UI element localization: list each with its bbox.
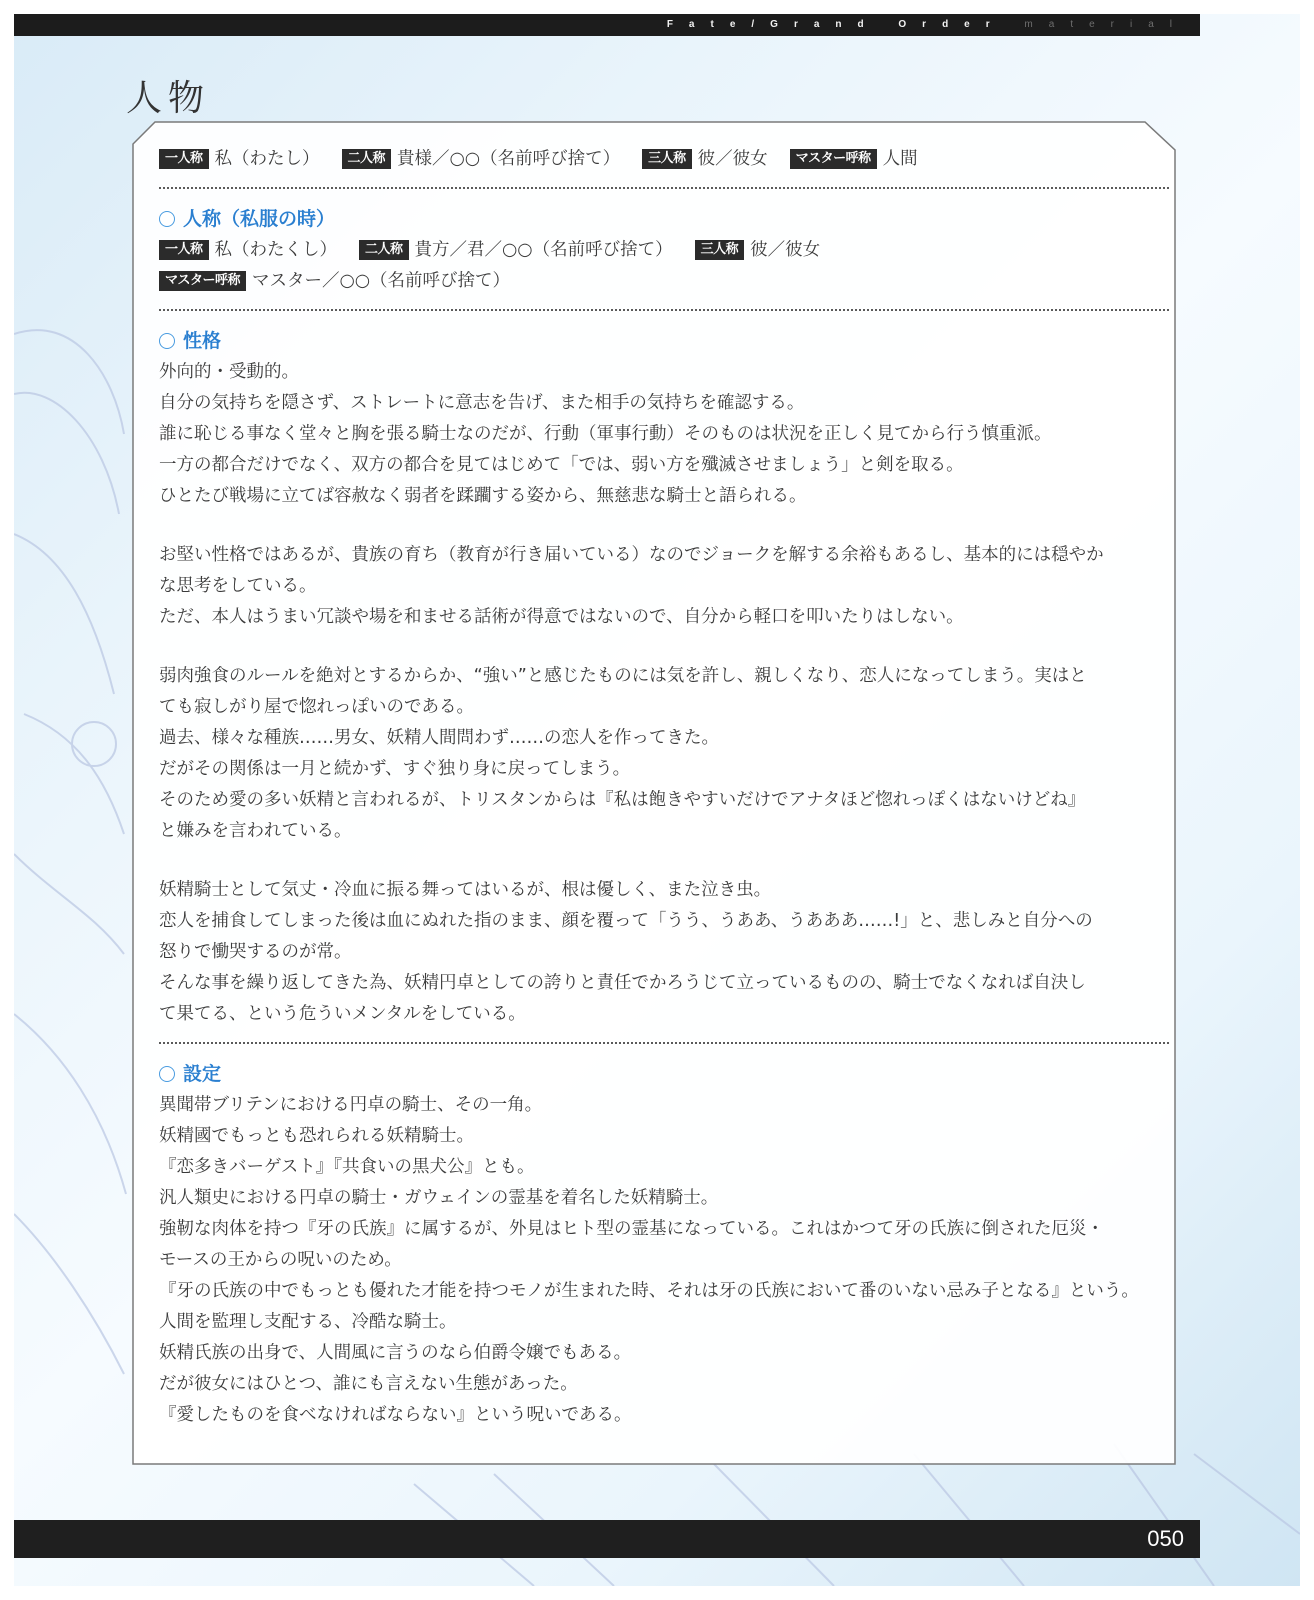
text-line: 怒りで慟哭するのが常。 <box>159 942 352 962</box>
second-person-tag: 二人称 <box>342 149 392 169</box>
setting-paragraph <box>159 1090 1169 1431</box>
text-line: そんな事を繰り返してきた為、妖精円卓としての誇りと責任でかろうじて立っているものの、騎士でなくなれば自決し <box>159 973 1086 993</box>
text-line: 汎人類史における円卓の騎士・ガウェインの霊基を着名した妖精騎士。 <box>159 1188 719 1208</box>
first-person-value: 私（わたし） <box>214 149 320 169</box>
header-bar <box>14 14 1200 36</box>
casual-master-address-tag: マスター呼称 <box>159 271 246 291</box>
circle-bullet-icon <box>159 333 175 349</box>
text-line: 誰に恥じる事なく堂々と胸を張る騎士なのだが、行動（軍事行動）そのものは状況を正しく見てから行う慎重派。 <box>159 424 1052 444</box>
text-line: 弱肉強食のルールを絶対とするからか、“強い”と感じたものには気を許し、親しくなり、恋人になってしまう。実はと <box>159 666 1087 686</box>
casual-section-heading <box>159 203 1169 235</box>
personality-paragraph-3 <box>159 661 1169 847</box>
text-line: ただ、本人はうまい冗談や場を和ませる話術が得意ではないので、自分から軽口を叩いたりはしない。 <box>159 607 964 627</box>
content-frame <box>125 118 1200 1468</box>
personality-section-title: 性格 <box>183 330 222 352</box>
casual-pronoun-row <box>159 235 1169 266</box>
header-series-title: Fate/Grand Order <box>666 19 1006 30</box>
text-line: 恋人を捕食してしまった後は血にぬれた指のまま、顔を覆って「うう、うああ、うあああ……!」と、悲しみと自分への <box>159 911 1093 931</box>
text-line: そのため愛の多い妖精と言われるが、トリスタンからは『私は飽きやすいだけでアナタほど惚れっぽくはないけどね』 <box>159 790 1086 810</box>
text-line: 異聞帯ブリテンにおける円卓の騎士、その一角。 <box>159 1095 543 1115</box>
text-line: と嫌みを言われている。 <box>159 821 352 841</box>
personality-section-heading <box>159 325 1169 357</box>
casual-master-address-value: マスター／○○（名前呼び捨て） <box>252 271 511 291</box>
text-line: だがその関係は一月と続かず、すぐ独り身に戻ってしまう。 <box>159 759 631 779</box>
text-line: 過去、様々な種族……男女、妖精人間問わず……の恋人を作ってきた。 <box>159 728 719 748</box>
page-title: 人物 <box>126 78 211 119</box>
text-line: ひとたび戦場に立てば容赦なく弱者を蹂躙する姿から、無慈悲な騎士と語られる。 <box>159 486 807 506</box>
text-line: 妖精氏族の出身で、人間風に言うのなら伯爵令嬢でもある。 <box>159 1343 632 1363</box>
header-series-subtitle: material <box>1024 19 1188 30</box>
casual-master-row <box>159 266 1169 297</box>
text-line: モースの王からの呪いのため。 <box>159 1250 402 1270</box>
casual-first-person-value: 私（わたくし） <box>214 240 338 260</box>
dotted-divider <box>159 309 1169 311</box>
page-number: 050 <box>1147 1526 1184 1551</box>
text-line: 『牙の氏族の中でもっとも優れた才能を持つモノが生まれた時、それは牙の氏族において番のいない忌み子となる』という。 <box>159 1281 1139 1301</box>
header-series-text <box>667 17 1188 33</box>
casual-second-person-value: 貴方／君／○○（名前呼び捨て） <box>414 240 673 260</box>
casual-second-person-tag: 二人称 <box>359 240 409 260</box>
third-person-tag: 三人称 <box>642 149 692 169</box>
dotted-divider <box>159 187 1169 189</box>
casual-section-title: 人称（私服の時） <box>183 208 336 230</box>
dotted-divider <box>159 1042 1169 1044</box>
text-line: お堅い性格ではあるが、貴族の育ち（教育が行き届いている）なのでジョークを解する余裕もあるし、基本的には穏やか <box>159 545 1104 565</box>
casual-first-person-tag: 一人称 <box>159 240 209 260</box>
text-line: 妖精國でもっとも恐れられる妖精騎士。 <box>159 1126 474 1146</box>
casual-third-person-tag: 三人称 <box>695 240 745 260</box>
text-line: 外向的・受動的。 <box>159 362 299 382</box>
casual-third-person-value: 彼／彼女 <box>750 240 821 260</box>
second-person-value: 貴様／○○（名前呼び捨て） <box>397 149 621 169</box>
content-body <box>159 144 1169 1431</box>
text-line: ても寂しがり屋で惚れっぽいのである。 <box>159 697 474 717</box>
circle-bullet-icon <box>159 1066 175 1082</box>
personality-paragraph-4 <box>159 875 1169 1030</box>
text-line: 自分の気持ちを隠さず、ストレートに意志を告げ、また相手の気持ちを確認する。 <box>159 393 805 413</box>
pronoun-row <box>159 144 1169 175</box>
text-line: 一方の都合だけでなく、双方の都合を見てはじめて「では、弱い方を殲滅させましょう」と剣を取る。 <box>159 455 964 475</box>
text-line: 『恋多きバーゲスト』『共食いの黒犬公』とも。 <box>159 1157 535 1177</box>
text-line: 強靭な肉体を持つ『牙の氏族』に属するが、外見はヒト型の霊基になっている。これはかつて牙の氏族に倒された厄災・ <box>159 1219 1104 1239</box>
text-line: 『愛したものを食べなければならない』という呪いである。 <box>159 1405 632 1425</box>
master-address-value: 人間 <box>882 149 918 169</box>
setting-section-heading <box>159 1058 1169 1090</box>
footer-bar <box>14 1520 1200 1558</box>
first-person-tag: 一人称 <box>159 149 209 169</box>
text-line: て果てる、という危ういメンタルをしている。 <box>159 1004 526 1024</box>
text-line: 妖精騎士として気丈・冷血に振る舞ってはいるが、根は優しく、また泣き虫。 <box>159 880 772 900</box>
third-person-value: 彼／彼女 <box>697 149 768 169</box>
text-line: な思考をしている。 <box>159 576 317 596</box>
circle-bullet-icon <box>159 211 175 227</box>
personality-paragraph-2 <box>159 540 1169 633</box>
text-line: だが彼女にはひとつ、誰にも言えない生態があった。 <box>159 1374 578 1394</box>
text-line: 人間を監理し支配する、冷酷な騎士。 <box>159 1312 457 1332</box>
setting-section-title: 設定 <box>183 1063 222 1085</box>
master-address-tag: マスター呼称 <box>790 149 877 169</box>
personality-paragraph-1 <box>159 357 1169 512</box>
